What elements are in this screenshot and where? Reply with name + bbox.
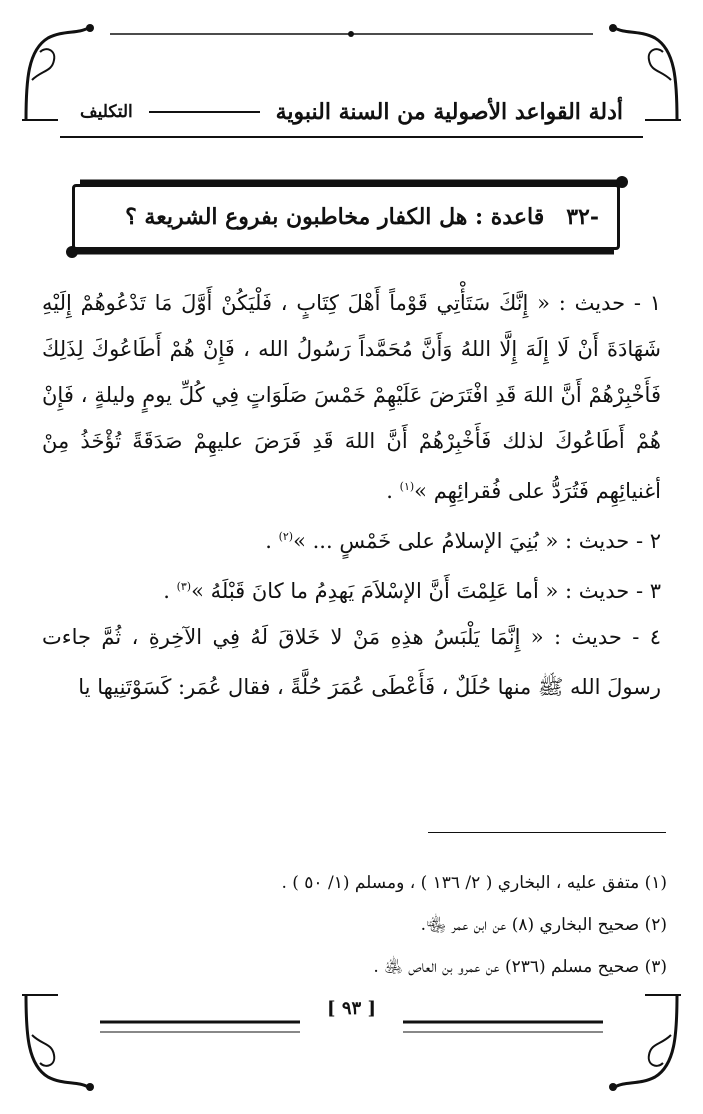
- rule-title: قاعدة : هل الكفار مخاطبون بفروع الشريعة ؟: [125, 204, 545, 230]
- hadith-item: ١ - حديث : « إِنَّكَ سَتَأْتِي قَوْماً أَهْلَ كِتَابٍ ، فَلْيَكُنْ أَوَّلَ مَا تَدْعُوهُمْ إِلَيْهِ شَهَادَةَ أَنْ لَا إِلَهَ إِلَّا اللهُ وَأَنَّ مُحَمَّداً رَسُولُ الله ، فَإِنْ هُمْ أَطَاعُوكَ لِذَلِكَ فَأَخْبِرْهُمْ أَنَّ اللهَ قَدِ افْتَرَضَ عَلَيْهِمْ خَمْسَ صَلَوَاتٍ فِي كُلِّ يومٍ وليلةٍ ، فَإِنْ هُمْ أَطَاعُوكَ لذلك فَأَخْبِرْهُمْ أَنَّ اللهَ قَدِ فَرَضَ عليهِمْ صَدَقَةً تُؤْخَذُ مِنْ أغنيائِهِم فَتُرَدُّ على فُقرائِهِم »$^{(١)}$ .: [42, 291, 661, 503]
- footnote-ref: (٢): [278, 530, 294, 543]
- footnote-ref: (٣): [176, 580, 192, 593]
- footnote-divider: [428, 832, 666, 833]
- footnote: (٢) صحيح البخاري (٨) عن ابن عمر ﵄.: [420, 915, 667, 935]
- corner-ornament-icon: [595, 985, 685, 1095]
- header-dash: [149, 111, 260, 113]
- book-title: أدلة القواعد الأصولية من السنة النبوية: [275, 99, 623, 125]
- top-border-ornament-icon: [110, 28, 593, 40]
- rule-heading: [72, 184, 620, 250]
- rule-number: -٣٢: [566, 204, 599, 230]
- footnote: (٣) صحيح مسلم (٢٣٦) عن عمرو بن العاص ﵁ .: [373, 957, 667, 977]
- rule-heading-box: [66, 172, 628, 262]
- header-divider: [60, 136, 643, 138]
- chapter-name: التكليف: [80, 102, 133, 122]
- page-number: [ ٩٣ ]: [327, 998, 376, 1019]
- hadith-item: ٢ - حديث : « بُنِيَ الإسلامُ على خَمْسٍ ... »$^{(٢)}$ .: [265, 529, 661, 553]
- hadith-item: ٣ - حديث : « أما عَلِمْتَ أَنَّ الإسْلاَمَ يَهدِمُ ما كانَ قَبْلَهُ »$^{(٣)}$ .: [163, 579, 661, 603]
- hadith-item: ٤ - حديث : « إِنَّمَا يَلْبَسُ هذِهِ مَنْ لا خَلاقَ لَهُ فِي الآخِرةِ ، ثُمَّ جاءت رسولَ الله ﷺ منها حُلَلٌ ، فَأَعْطَى عُمَرَ حُلَّةً ، فقال عُمَر: كَسَوْتَنِيها يا: [42, 625, 661, 699]
- footnotes: [40, 862, 667, 988]
- footnote-ref: (١): [399, 480, 415, 493]
- corner-ornament-icon: [18, 985, 108, 1095]
- running-header: [80, 92, 623, 132]
- footnote: (١) متفق عليه ، البخاري ( ٢/ ١٣٦ ) ، ومسلم (١/ ٥٠ ) .: [281, 873, 667, 893]
- hadith-list: [42, 280, 661, 710]
